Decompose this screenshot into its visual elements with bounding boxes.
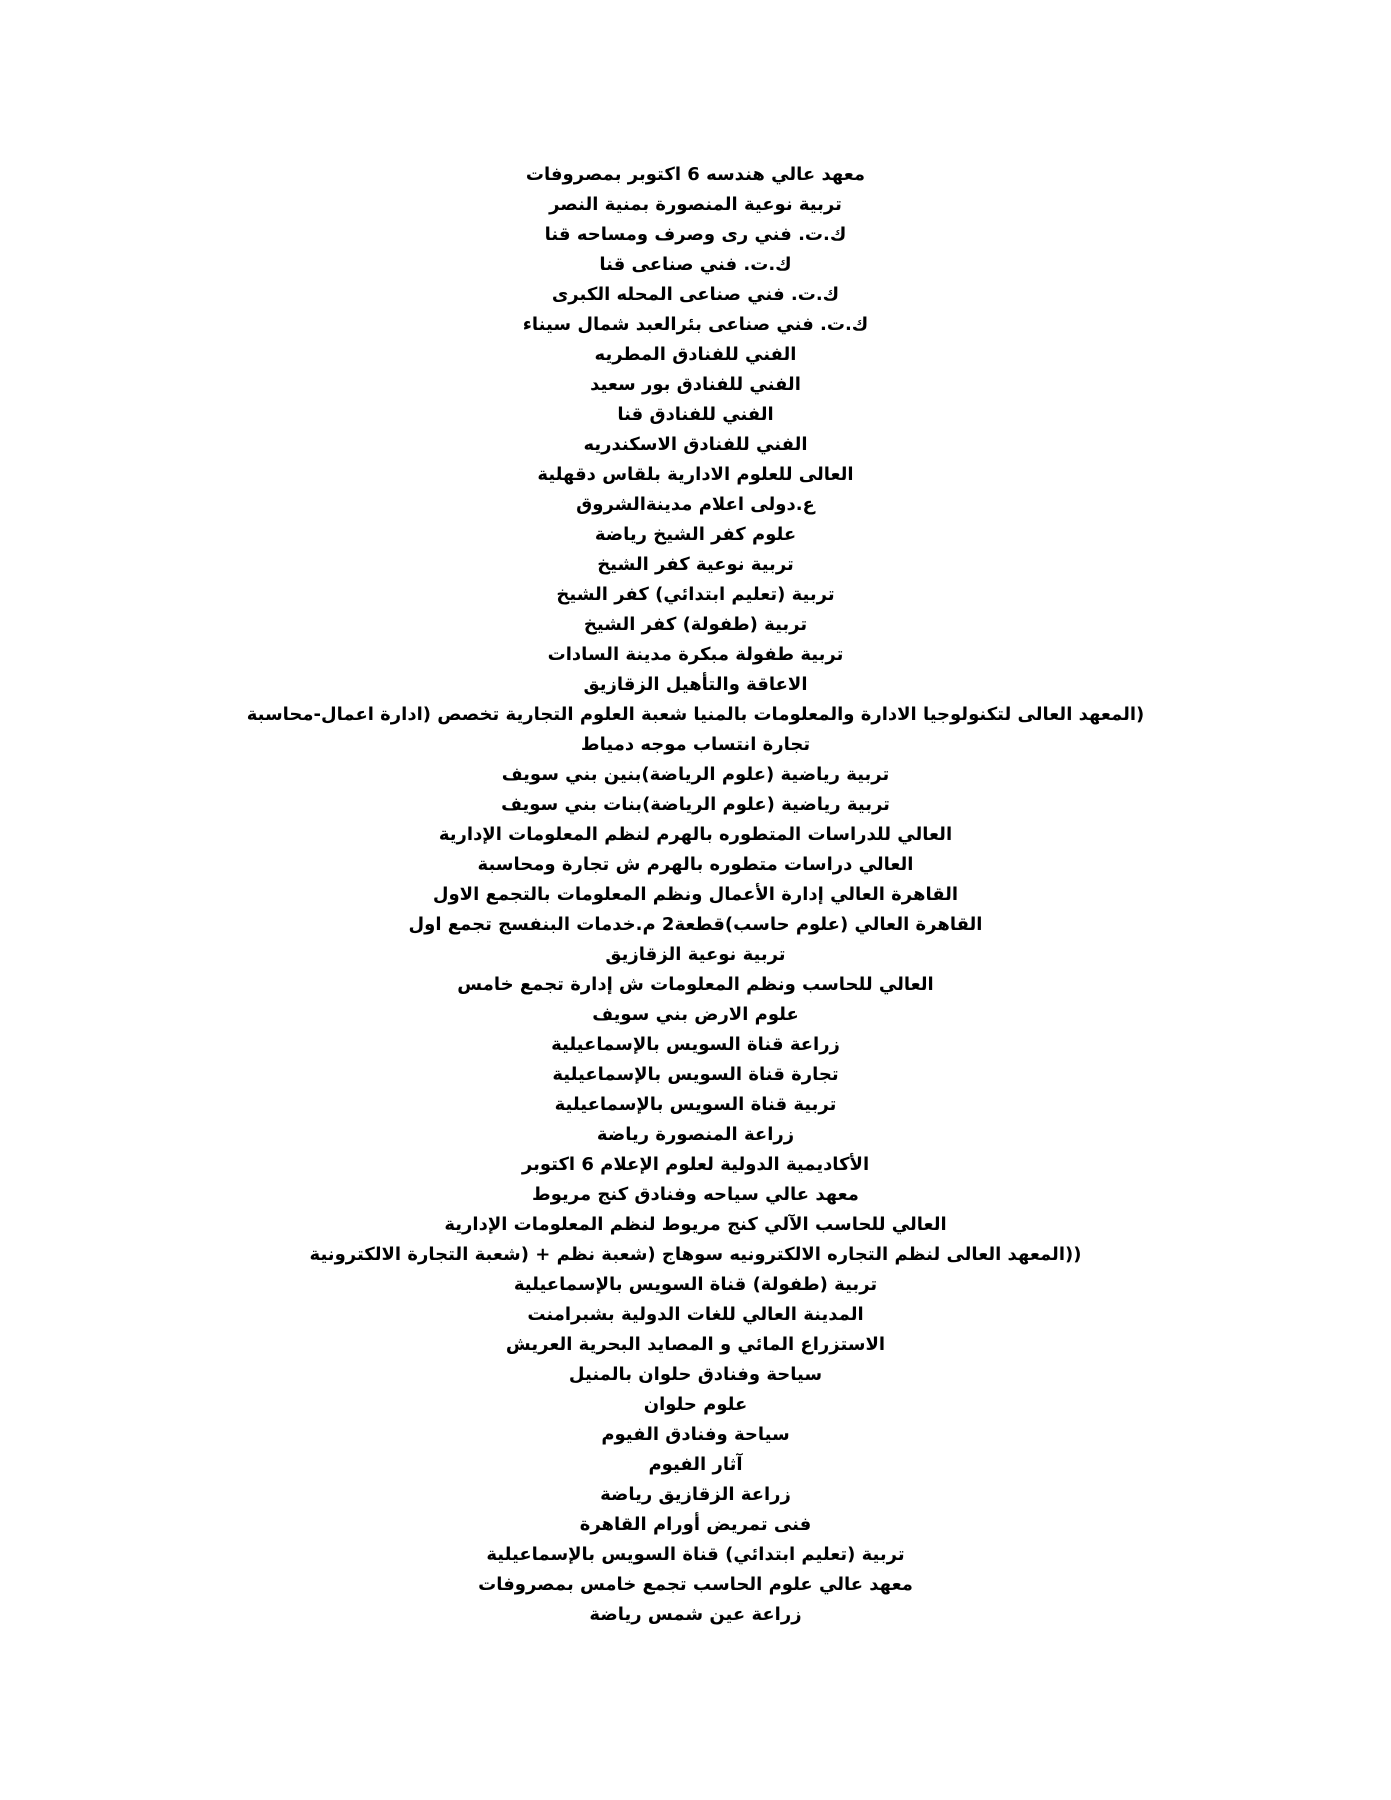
- list-item: (المعهد العالى لتكنولوجيا الادارة والمعلومات بالمنيا شعبة العلوم التجارية تخصص (ادارة اعمال-محاسبة: [246, 704, 1145, 725]
- list-item: سياحة وفنادق حلوان بالمنيل: [568, 1364, 823, 1385]
- list-item: زراعة عين شمس رياضة: [589, 1604, 802, 1625]
- list-item: معهد عالي هندسه 6 اكتوبر بمصروفات: [525, 164, 866, 185]
- list-item: تربية (طفولة) قناة السويس بالإسماعيلية: [513, 1274, 878, 1295]
- list-item: فنى تمريض أورام القاهرة: [579, 1514, 812, 1535]
- list-item: تجارة قناة السويس بالإسماعيلية: [552, 1064, 839, 1085]
- list-item: تربية نوعية المنصورة بمنية النصر: [549, 194, 842, 215]
- list-item: تربية نوعية كفر الشيخ: [597, 554, 794, 575]
- list-item: تربية قناة السويس بالإسماعيلية: [554, 1094, 837, 1115]
- list-item: العالي دراسات متطوره بالهرم ش تجارة ومحاسبة: [477, 854, 914, 875]
- list-item: العالى للعلوم الادارية بلقاس دقهلية: [537, 464, 854, 485]
- list-item: تربية (طفولة) كفر الشيخ: [583, 614, 808, 635]
- institutions-list: [0, 160, 1391, 1630]
- list-item: ك.ت. فني صناعى بئرالعبد شمال سيناء: [522, 314, 869, 335]
- list-item: المدينة العالي للغات الدولية بشبرامنت: [527, 1304, 864, 1325]
- list-item: تربية رياضية (علوم الرياضة)بنين بني سويف: [501, 764, 890, 785]
- list-item: القاهرة العالي (علوم حاسب)قطعة2 م.خدمات البنفسج تجمع اول: [408, 914, 983, 935]
- list-item: سياحة وفنادق الفيوم: [601, 1424, 790, 1445]
- list-item: زراعة قناة السويس بالإسماعيلية: [551, 1034, 840, 1055]
- list-item: الاعاقة والتأهيل الزقازيق: [583, 674, 808, 695]
- list-item: معهد عالي سياحه وفنادق كنج مريوط: [532, 1184, 859, 1205]
- list-item: العالي للحاسب الآلي كنج مريوط لنظم المعلومات الإدارية: [444, 1214, 947, 1235]
- list-item: تجارة انتساب موجه دمياط: [580, 734, 811, 755]
- list-item: القاهرة العالي إدارة الأعمال ونظم المعلومات بالتجمع الاول: [432, 884, 959, 905]
- list-item: الفني للفنادق قنا: [617, 404, 774, 425]
- list-item: العالي للدراسات المتطوره بالهرم لنظم المعلومات الإدارية: [438, 824, 953, 845]
- list-item: زراعة المنصورة رياضة: [596, 1124, 795, 1145]
- list-item: تربية طفولة مبكرة مدينة السادات: [547, 644, 844, 665]
- list-item: تربية (تعليم ابتدائي) كفر الشيخ: [556, 584, 835, 605]
- list-item: علوم الارض بني سويف: [592, 1004, 799, 1025]
- list-item: ((المعهد العالى لنظم التجاره الالكترونيه سوهاج (شعبة نظم + (شعبة التجارة الالكترونية: [309, 1244, 1082, 1265]
- list-item: علوم كفر الشيخ رياضة: [594, 524, 797, 545]
- list-item: العالي للحاسب ونظم المعلومات ش إدارة تجمع خامس: [457, 974, 934, 995]
- list-item: الأكاديمية الدولية لعلوم الإعلام 6 اكتوبر: [521, 1154, 870, 1175]
- list-item: تربية (تعليم ابتدائي) قناة السويس بالإسماعيلية: [486, 1544, 905, 1565]
- list-item: الفني للفنادق المطريه: [594, 344, 797, 365]
- list-item: ك.ت. فني رى وصرف ومساحه قنا: [544, 224, 847, 245]
- list-item: تربية رياضية (علوم الرياضة)بنات بني سويف: [501, 794, 890, 815]
- list-item: الفني للفنادق الاسكندريه: [583, 434, 808, 455]
- list-item: زراعة الزقازيق رياضة: [600, 1484, 791, 1505]
- list-item: آثار الفيوم: [648, 1454, 743, 1475]
- list-item: علوم حلوان: [643, 1394, 748, 1415]
- list-item: الاستزراع المائي و المصايد البحرية العريش: [505, 1334, 886, 1355]
- list-item: تربية نوعية الزقازيق: [605, 944, 786, 965]
- list-item: الفني للفنادق بور سعيد: [590, 374, 801, 395]
- list-item: ع.دولى اعلام مدينةالشروق: [576, 494, 815, 515]
- list-item: ك.ت. فني صناعى قنا: [599, 254, 792, 275]
- list-item: ك.ت. فني صناعى المحله الكبرى: [551, 284, 840, 305]
- list-item: معهد عالي علوم الحاسب تجمع خامس بمصروفات: [478, 1574, 913, 1595]
